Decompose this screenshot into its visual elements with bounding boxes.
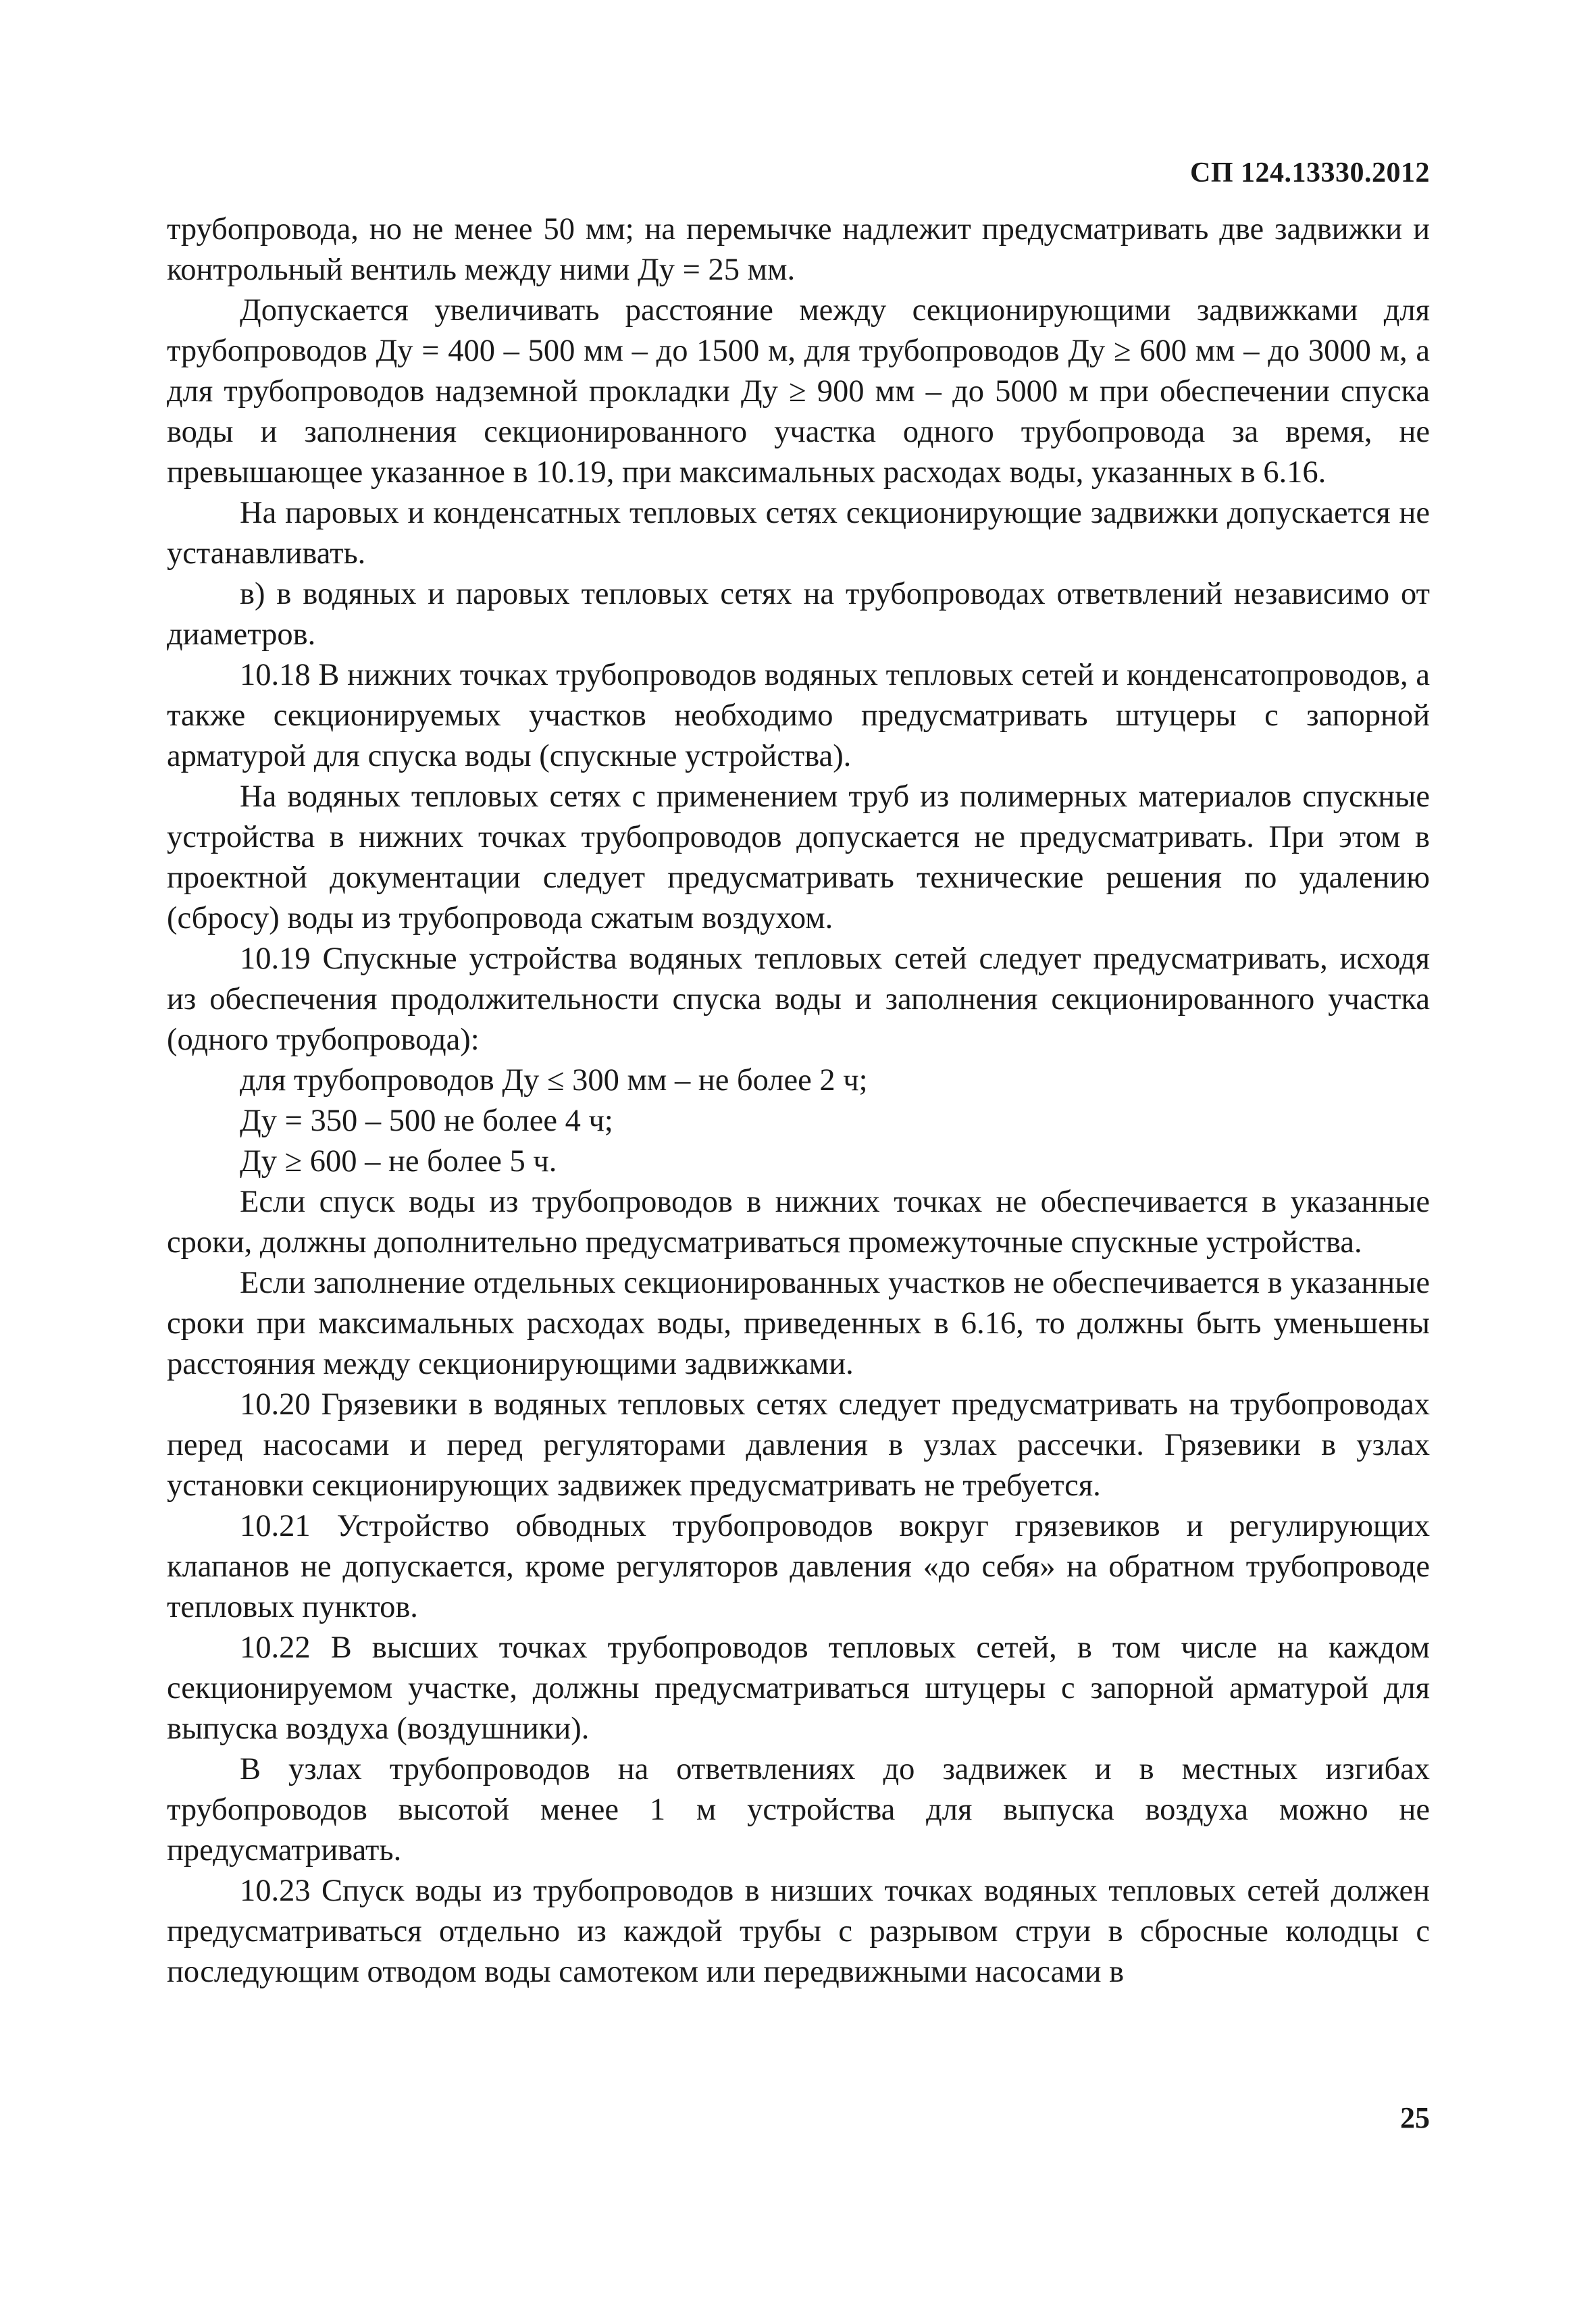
paragraph: На паровых и конденсатных тепловых сетях секционирующие задвижки допускается не устанавливать.	[167, 496, 1430, 571]
paragraph: Допускается увеличивать расстояние между секционирующими задвижками для трубопроводов Ду = 400 – 500 мм – до 1500 м, для трубопроводов Ду ≥ 600 мм – до 3000 м, а для трубопроводов надземной прокладки Ду ≥ 900 мм – до 5000 м при обеспечении спуска воды и заполнения секционированного участка одного трубопровода за время, не превышающее указанное в 10.19, при максимальных расходах воды, указанных в 6.16.	[167, 293, 1430, 490]
document-code: СП 124.13330.2012	[1190, 157, 1430, 188]
paragraph: трубопровода, но не менее 50 мм; на перемычке надлежит предусматривать две задвижки и контрольный вентиль между ними Ду = 25 мм.	[167, 212, 1430, 287]
paragraph: Если спуск воды из трубопроводов в нижних точках не обеспечивается в указанные сроки, должны дополнительно предусматриваться промежуточные спускные устройства.	[167, 1185, 1430, 1260]
formula-line: Ду = 350 – 500 не более 4 ч;	[240, 1104, 613, 1138]
paragraph: 10.20 Грязевики в водяных тепловых сетях следует предусматривать на трубопроводах перед насосами и перед регуляторами давления в узлах рассечки. Грязевики в узлах установки секционирующих задвижек предусматривать не требуется.	[167, 1387, 1430, 1503]
formula-line: для трубопроводов Ду ≤ 300 мм – не более 2 ч;	[240, 1063, 868, 1098]
paragraph: 10.22 В высших точках трубопроводов тепловых сетей, в том числе на каждом секционируемом участке, должны предусматриваться штуцеры с запорной арматурой для выпуска воздуха (воздушники).	[167, 1630, 1430, 1746]
paragraph: Если заполнение отдельных секционированных участков не обеспечивается в указанные сроки при максимальных расходах воды, приведенных в 6.16, то должны быть уменьшены расстояния между секционирующими задвижками.	[167, 1266, 1430, 1381]
paragraph: 10.23 Спуск воды из трубопроводов в низших точках водяных тепловых сетей должен предусматриваться отдельно из каждой трубы с разрывом струи в сбросные колодцы с последующим отводом воды самотеком или передвижными насосами в	[167, 1874, 1430, 1989]
page-body	[167, 209, 1430, 1992]
page-number: 25	[1400, 2101, 1430, 2134]
paragraph: в) в водяных и паровых тепловых сетях на трубопроводах ответвлений независимо от диаметров.	[167, 577, 1430, 652]
formula-line: Ду ≥ 600 – не более 5 ч.	[240, 1144, 557, 1179]
paragraph: 10.21 Устройство обводных трубопроводов вокруг грязевиков и регулирующих клапанов не допускается, кроме регуляторов давления «до себя» на обратном трубопроводе тепловых пунктов.	[167, 1509, 1430, 1624]
paragraph: В узлах трубопроводов на ответвлениях до задвижек и в местных изгибах трубопроводов высотой менее 1 м устройства для выпуска воздуха можно не предусматривать.	[167, 1752, 1430, 1868]
paragraph: 10.18 В нижних точках трубопроводов водяных тепловых сетей и конденсатопроводов, а также секционируемых участков необходимо предусматривать штуцеры с запорной арматурой для спуска воды (спускные устройства).	[167, 658, 1430, 773]
paragraph: 10.19 Спускные устройства водяных тепловых сетей следует предусматривать, исходя из обеспечения продолжительности спуска воды и заполнения секционированного участка (одного трубопровода):	[167, 942, 1430, 1057]
paragraph: На водяных тепловых сетях с применением труб из полимерных материалов спускные устройства в нижних точках трубопроводов допускается не предусматривать. При этом в проектной документации следует предусматривать технические решения по удалению (сбросу) воды из трубопровода сжатым воздухом.	[167, 779, 1430, 935]
